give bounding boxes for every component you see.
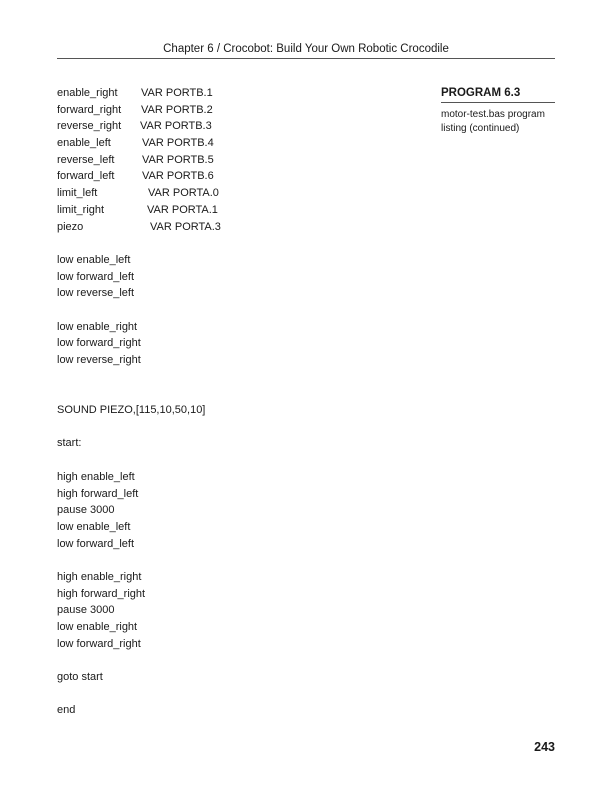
code-line <box>57 219 417 236</box>
code-listing <box>57 85 417 719</box>
code-line: pause 3000 <box>57 504 115 517</box>
program-caption: motor-test.bas program listing (continued) <box>441 109 545 134</box>
var-value: VAR PORTA.0 <box>148 187 219 200</box>
code-line <box>57 185 417 202</box>
var-name: reverse_right <box>57 120 122 133</box>
var-value: VAR PORTB.5 <box>142 153 214 166</box>
code-line <box>57 118 417 135</box>
code-line: low enable_left <box>57 253 131 266</box>
var-value: VAR PORTB.3 <box>140 120 212 133</box>
var-name: forward_left <box>57 170 115 183</box>
blank-line <box>57 369 417 386</box>
code-line: high enable_left <box>57 470 135 483</box>
code-line: goto start <box>57 671 103 684</box>
var-value: VAR PORTA.3 <box>150 220 221 233</box>
program-label: PROGRAM 6.3 <box>441 86 555 103</box>
blank-line <box>57 419 417 436</box>
code-line <box>57 85 417 102</box>
code-line: low forward_left <box>57 270 135 283</box>
var-name: forward_right <box>57 103 122 116</box>
program-sidebar <box>441 86 555 135</box>
code-line <box>57 202 417 219</box>
code-line <box>57 135 417 152</box>
code-line <box>57 168 417 185</box>
var-name: enable_left <box>57 137 111 150</box>
code-line <box>57 102 417 119</box>
blank-line <box>57 652 417 669</box>
code-line: low enable_right <box>57 621 138 633</box>
var-name: limit_left <box>57 187 98 200</box>
code-line: low forward_left <box>57 537 135 550</box>
var-value: VAR PORTB.2 <box>141 103 213 116</box>
code-line: low reverse_left <box>57 287 135 300</box>
blank-line <box>57 686 417 703</box>
var-value: VAR PORTB.1 <box>141 87 213 99</box>
blank-line <box>57 302 417 319</box>
code-line: high forward_left <box>57 487 139 500</box>
code-label: start: <box>57 437 82 450</box>
code-line: low reverse_right <box>57 354 141 366</box>
var-name: enable_right <box>57 87 118 99</box>
var-value: VAR PORTB.6 <box>142 170 214 183</box>
page-number: 243 <box>534 740 555 754</box>
code-line <box>57 152 417 169</box>
running-header: Chapter 6 / Crocobot: Build Your Own Robotic Crocodile <box>57 42 555 59</box>
code-line: SOUND PIEZO,[115,10,50,10] <box>57 404 206 417</box>
var-name: piezo <box>57 220 84 233</box>
blank-line <box>57 552 417 569</box>
code-line: low forward_right <box>57 337 141 350</box>
blank-line <box>57 452 417 469</box>
blank-line <box>57 235 417 252</box>
code-line: low enable_right <box>57 320 138 333</box>
code-line: pause 3000 <box>57 604 115 617</box>
blank-line <box>57 385 417 402</box>
code-line: high enable_right <box>57 570 142 583</box>
var-name: reverse_left <box>57 153 115 166</box>
code-line: low enable_left <box>57 520 131 533</box>
code-line: high forward_right <box>57 587 146 600</box>
code-line: end <box>57 704 76 717</box>
var-value: VAR PORTB.4 <box>142 137 214 150</box>
var-value: VAR PORTA.1 <box>147 203 218 216</box>
code-line: low forward_right <box>57 637 141 650</box>
var-name: limit_right <box>57 203 105 216</box>
